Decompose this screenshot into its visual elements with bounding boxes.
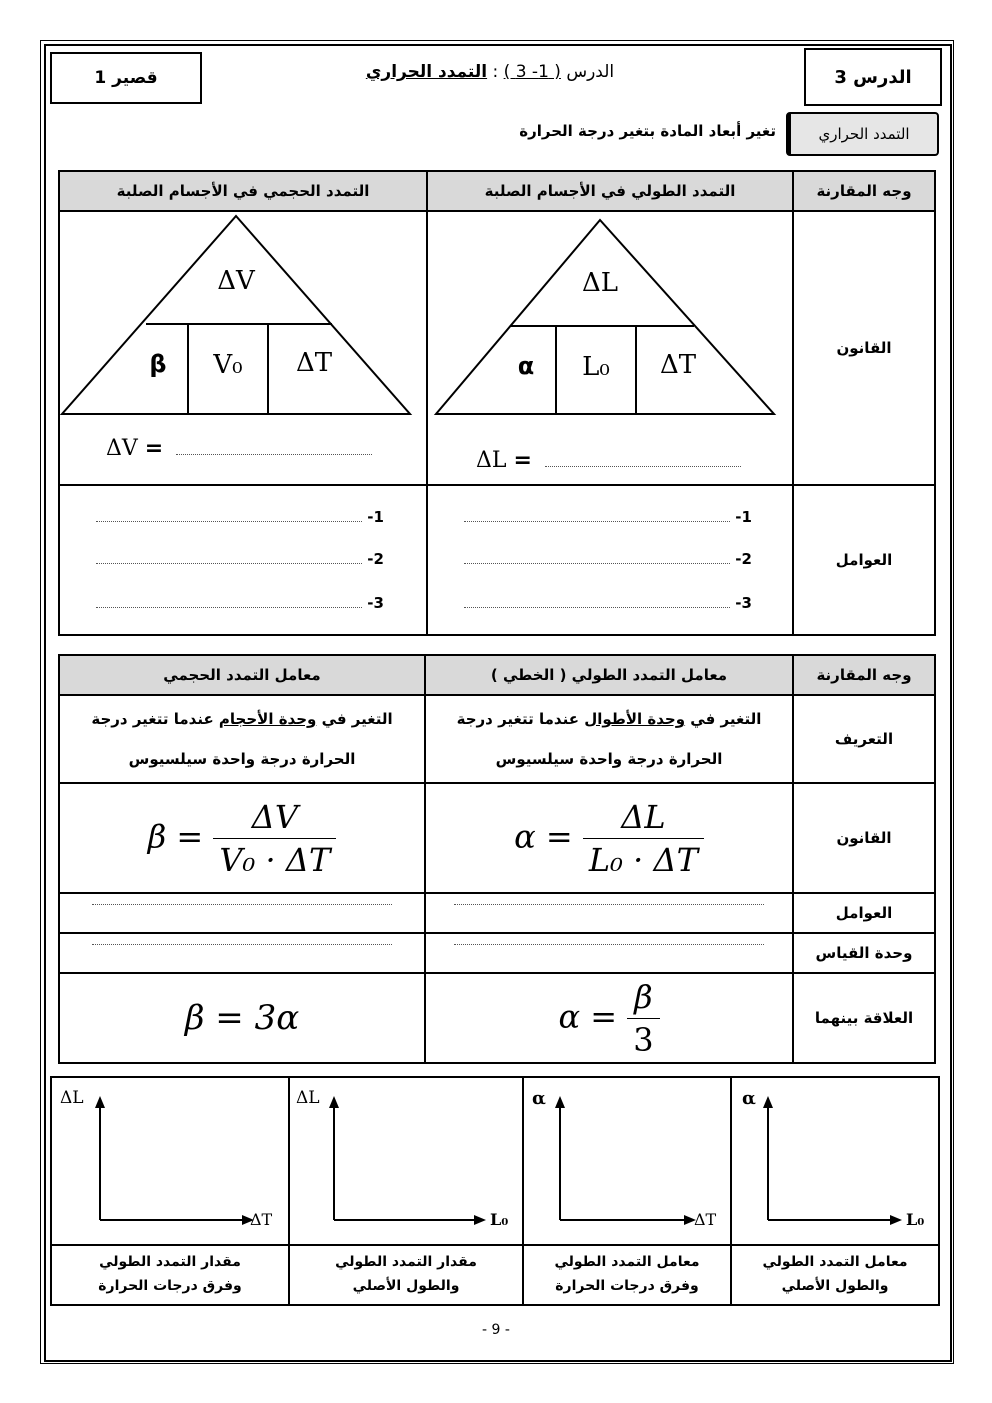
volume-factor-3-blank[interactable] xyxy=(96,607,362,608)
linear-relation-lhs: α xyxy=(558,997,581,1035)
graph-dl-vs-l0 xyxy=(288,1076,524,1246)
linear-relation: α = $\frac{\beta}{3}$ xyxy=(425,973,793,1063)
volume-v0-symbol: V₀ xyxy=(213,350,243,380)
graph-alpha-vs-l0-x-label: L₀ xyxy=(906,1210,925,1229)
volume-law-num: ΔV xyxy=(251,797,298,836)
linear-factor-1-num: -1 xyxy=(735,508,752,526)
graph-dl-vs-l0-caption-2: والطول الأصلي xyxy=(352,1278,460,1294)
volume-def-a: التغير في xyxy=(316,710,393,728)
volume-def-b: عندما تتغير درجة الحرارة درجة واحدة سيلسيوس xyxy=(91,710,356,768)
page-title xyxy=(300,62,680,82)
coefficient-table xyxy=(58,654,936,1064)
graph-dl-vs-dt-caption-2: وفرق درجات الحرارة xyxy=(98,1278,242,1294)
linear-coef-law: α = $\frac{\Delta L}{\text{L₀ · ΔT}}$ xyxy=(425,783,793,893)
volume-factors-cell xyxy=(59,485,427,635)
graph-alpha-vs-l0-caption-2: والطول الأصلي xyxy=(781,1278,889,1294)
volume-coef-unit-blank[interactable] xyxy=(92,944,392,945)
linear-coef-factors xyxy=(425,893,793,933)
title-topic: التمدد الحراري xyxy=(365,62,488,82)
volume-factor-1 xyxy=(96,508,384,526)
volume-top-symbol: ΔV xyxy=(217,266,255,296)
linear-def-b: عندما تتغير درجة الحرارة درجة واحدة سيلسيوس xyxy=(456,710,723,768)
t1-header-volume: التمدد الحجمي في الأجسام الصلبة xyxy=(59,171,427,211)
t2-row-factors: العوامل xyxy=(793,893,935,933)
linear-relation-den: 3 xyxy=(627,1018,659,1059)
title-colon: : xyxy=(492,62,499,82)
volume-eq-lhs: ΔV xyxy=(106,436,138,461)
volume-factor-2-num: -2 xyxy=(367,550,384,568)
linear-dt-symbol: ΔT xyxy=(659,350,697,380)
volume-factor-3 xyxy=(96,594,384,612)
linear-law-den: L₀ · ΔT xyxy=(583,838,704,879)
linear-top-symbol: ΔL xyxy=(581,268,619,298)
t1-row-law: القانون xyxy=(793,211,935,485)
t2-row-definition: التعريف xyxy=(793,695,935,783)
t1-header-compare: وجه المقارنة xyxy=(793,171,935,211)
volume-eq-sign: = xyxy=(144,436,164,461)
graphs-panel xyxy=(50,1076,940,1306)
graph-alpha-vs-dt-caption-1: معامل التمدد الطولي xyxy=(554,1254,700,1270)
linear-factor-2-num: -2 xyxy=(735,550,752,568)
volume-def-u: وحدة الأحجام xyxy=(218,710,317,728)
graph-alpha-vs-dt-caption xyxy=(522,1244,732,1306)
linear-factor-2-blank[interactable] xyxy=(464,563,730,564)
graph-dl-vs-dt-y-label: ΔL xyxy=(60,1088,84,1108)
graph-alpha-vs-l0 xyxy=(730,1076,940,1246)
linear-law-lhs: α xyxy=(514,817,536,855)
graph-dl-vs-l0-y-label: ΔL xyxy=(296,1088,320,1108)
volume-equation xyxy=(106,436,372,461)
linear-factors-cell xyxy=(427,485,793,635)
linear-coef-definition xyxy=(425,695,793,783)
volume-beta-symbol: β xyxy=(149,350,167,378)
graph-alpha-vs-dt xyxy=(522,1076,732,1246)
linear-factor-1 xyxy=(464,508,752,526)
volume-factor-3-num: -3 xyxy=(367,594,384,612)
linear-factor-1-blank[interactable] xyxy=(464,521,730,522)
linear-factor-3-num: -3 xyxy=(735,594,752,612)
linear-relation-num: β xyxy=(634,977,653,1016)
linear-eq-blank[interactable] xyxy=(545,466,741,467)
volume-coef-definition xyxy=(59,695,425,783)
linear-eq-lhs: ΔL xyxy=(476,448,507,473)
graph-dl-vs-dt-caption xyxy=(50,1244,290,1306)
concept-term xyxy=(786,112,939,156)
volume-law-lhs: β xyxy=(147,817,167,855)
lesson-box xyxy=(804,48,942,106)
t2-header-linear: معامل التمدد الطولي ( الخطي ) xyxy=(425,655,793,695)
volume-law-cell xyxy=(59,211,427,485)
volume-dt-symbol: ΔT xyxy=(295,348,333,378)
linear-l0-symbol: L₀ xyxy=(582,352,610,382)
graph-dl-vs-l0-caption xyxy=(288,1244,524,1306)
volume-eq-blank[interactable] xyxy=(176,454,372,455)
graph-alpha-vs-l0-caption xyxy=(730,1244,940,1306)
volume-relation: β = 3α xyxy=(59,973,425,1063)
graph-dl-vs-dt xyxy=(50,1076,290,1246)
lesson-label: الدرس 3 xyxy=(834,66,912,88)
t1-row-factors: العوامل xyxy=(793,485,935,635)
graph-dl-vs-l0-x-label: L₀ xyxy=(490,1210,509,1229)
quiz-box xyxy=(50,52,202,104)
linear-triangle xyxy=(428,212,790,482)
linear-coef-unit-blank[interactable] xyxy=(454,944,764,945)
graph-dl-vs-dt-x-label: ΔT xyxy=(250,1210,273,1229)
linear-coef-unit xyxy=(425,933,793,973)
title-number: ( 1- 3 ) xyxy=(503,62,561,82)
t2-header-compare: وجه المقارنة xyxy=(793,655,935,695)
graph-alpha-vs-l0-y-label: α xyxy=(742,1088,756,1109)
linear-equation xyxy=(476,448,741,473)
page-number: - 9 - xyxy=(482,1322,510,1338)
linear-factor-3-blank[interactable] xyxy=(464,607,730,608)
graph-alpha-vs-dt-x-label: ΔT xyxy=(694,1210,717,1229)
t2-row-law: القانون xyxy=(793,783,935,893)
graph-dl-vs-l0-caption-1: مقدار التمدد الطولي xyxy=(335,1254,477,1270)
volume-factor-1-num: -1 xyxy=(367,508,384,526)
graph-alpha-vs-dt-y-label: α xyxy=(532,1088,546,1109)
volume-factor-1-blank[interactable] xyxy=(96,521,362,522)
t1-header-linear: التمدد الطولي في الأجسام الصلبة xyxy=(427,171,793,211)
linear-alpha-symbol: α xyxy=(517,352,535,380)
linear-factor-2 xyxy=(464,550,752,568)
linear-def-a: التغير في xyxy=(685,710,762,728)
concept-term-text: التمدد الحراري xyxy=(818,125,910,143)
graph-alpha-vs-dt-caption-2: وفرق درجات الحرارة xyxy=(555,1278,699,1294)
title-prefix: الدرس xyxy=(566,62,615,82)
quiz-label: قصير 1 xyxy=(94,68,158,88)
volume-coef-factors-blank[interactable] xyxy=(92,904,392,905)
t2-header-volume: معامل التمدد الحجمي xyxy=(59,655,425,695)
volume-factor-2-blank[interactable] xyxy=(96,563,362,564)
volume-coef-factors xyxy=(59,893,425,933)
t2-row-unit: وحدة القياس xyxy=(793,933,935,973)
graph-dl-vs-dt-caption-1: مقدار التمدد الطولي xyxy=(99,1254,241,1270)
expansion-table xyxy=(58,170,936,636)
t2-row-relation: العلاقة بينهما xyxy=(793,973,935,1063)
linear-eq-sign: = xyxy=(513,448,532,473)
concept-definition: تغير أبعاد المادة بتغير درجة الحرارة xyxy=(519,122,776,140)
linear-law-cell xyxy=(427,211,793,485)
volume-law-den: V₀ · ΔT xyxy=(213,838,336,879)
linear-law-num: ΔL xyxy=(621,797,666,836)
linear-factor-3 xyxy=(464,594,752,612)
graph-alpha-vs-l0-caption-1: معامل التمدد الطولي xyxy=(762,1254,908,1270)
linear-def-u: وحدة الأطوال xyxy=(584,710,686,728)
volume-factor-2 xyxy=(96,550,384,568)
volume-coef-law: β = $\frac{\Delta V}{\text{V₀ · ΔT}}$ xyxy=(59,783,425,893)
volume-coef-unit xyxy=(59,933,425,973)
graph-dl-vs-l0-axes xyxy=(290,1078,522,1244)
linear-coef-factors-blank[interactable] xyxy=(454,904,764,905)
